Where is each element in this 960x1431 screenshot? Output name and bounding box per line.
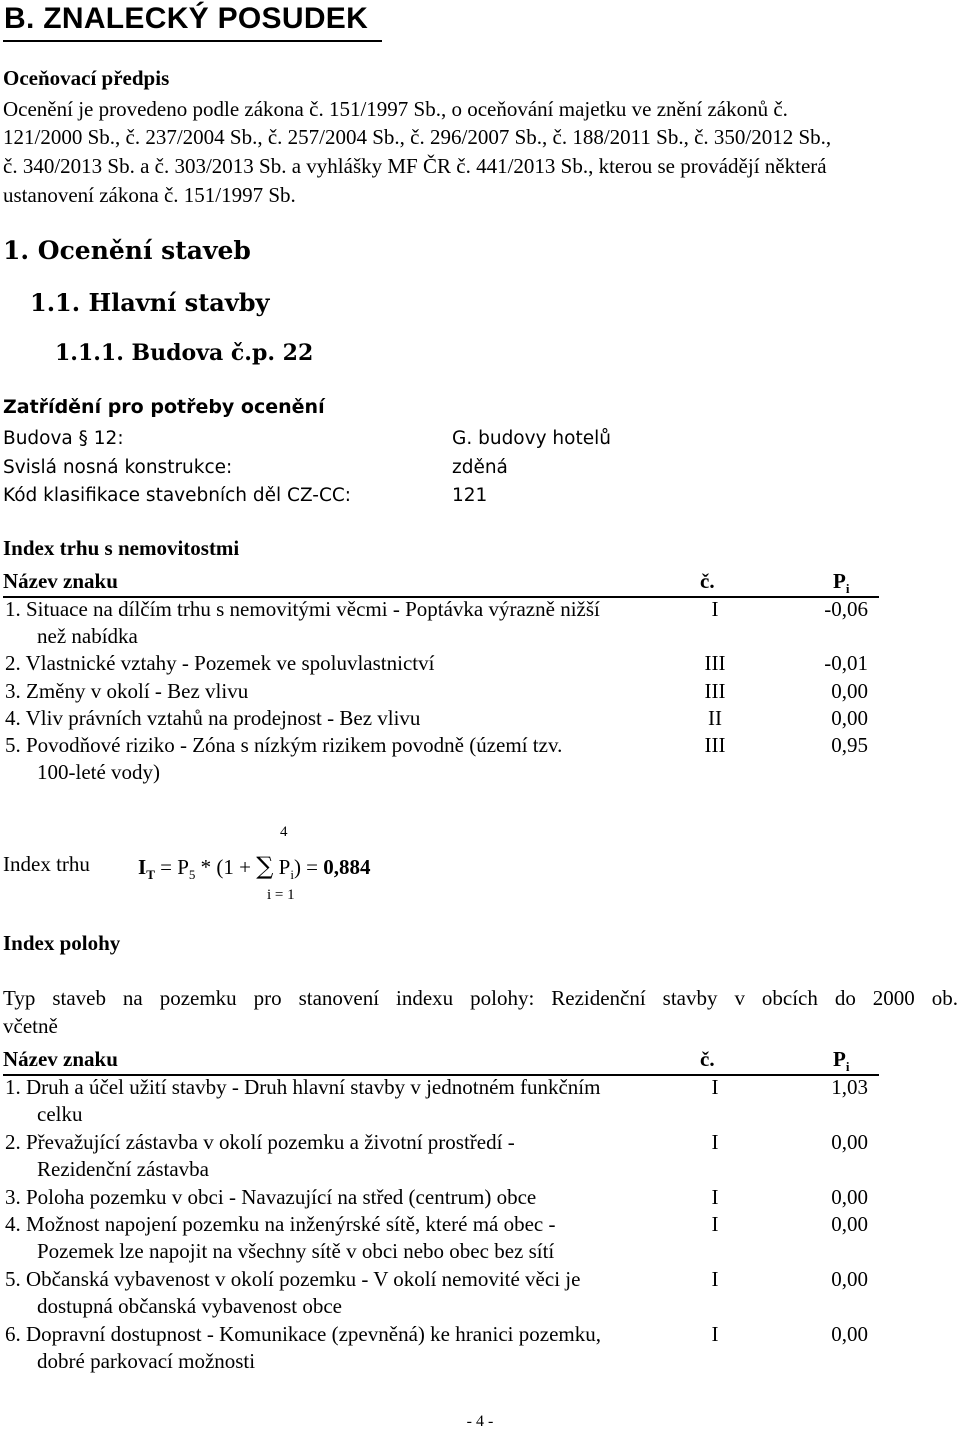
row-pi: 0,00 [831,706,868,730]
row-no: III [704,733,726,757]
row-pi: 0,00 [831,1185,868,1209]
table-row [0,1212,960,1263]
row-text-cont: dostupná občanská vybavenost obce [37,1294,343,1318]
location-index-heading: Index polohy [3,931,121,955]
classification-value-2: zděná [452,457,508,478]
row-pi: 0,95 [831,733,868,757]
market-col-pi: $P_i$ [833,569,850,597]
row-no: I [711,1185,719,1209]
heading-building-22: 1.1.1. Budova č.p. 22 [55,340,314,366]
row-pi: -0,06 [824,597,868,621]
table-row [0,1267,960,1318]
row-text-cont: dobré parkovací možnosti [37,1349,256,1373]
row-text: 4. Možnost napojení pozemku na inženýrské sítě, které má obec - [5,1212,556,1236]
formula-label: Index trhu [3,852,90,876]
row-text: 2. Vlastnické vztahy - Pozemek ve spoluvlastnictví [5,651,435,675]
title-underline [3,40,382,42]
table-row [0,1322,960,1373]
row-text-cont: celku [37,1102,83,1126]
location-col-pi: $P_i$ [833,1047,850,1075]
row-text: 5. Povodňové riziko - Zóna s nízkým rizikem povodně (území tzv. [5,733,563,757]
row-text: 4. Vliv právních vztahů na prodejnost - Bez vlivu [5,706,421,730]
page-number: - 4 - [466,1413,494,1430]
sigma-symbol: ∑ [256,852,274,880]
row-text-cont: než nabídka [37,624,138,648]
document-title: B. ZNALECKÝ POSUDEK [4,2,369,35]
row-no: III [704,679,726,703]
formula-sum-upper: 4 [280,824,288,840]
row-no: III [704,651,726,675]
location-type-line-2: včetně [3,1014,58,1038]
market-col-no: č. [700,569,715,593]
formula-sum-lower: i = 1 [267,887,295,903]
row-pi: 0,00 [831,1130,868,1154]
row-text: 3. Změny v okolí - Bez vlivu [5,679,249,703]
row-no: I [711,1212,719,1236]
row-pi: 0,00 [831,1212,868,1236]
table-row [0,733,960,784]
classification-label-3: Kód klasifikace stavebních děl CZ-CC: [3,485,352,506]
row-text-cont: 100-leté vody) [37,760,161,784]
market-index-heading: Index trhu s nemovitostmi [3,536,240,560]
row-no: I [711,1075,719,1099]
row-no: I [711,597,719,621]
table-row [0,706,960,733]
table-row [0,679,960,706]
row-text: 5. Občanská vybavenost v okolí pozemku - V okolí nemovité věci je [5,1267,581,1291]
row-no: II [708,706,722,730]
table-row [0,597,960,648]
table-row [0,1185,960,1212]
classification-value-1: G. budovy hotelů [452,428,611,449]
heading-building-valuation: 1. Ocenění staveb [3,236,251,265]
classification-label-2: Svislá nosná konstrukce: [3,457,233,478]
table-row [0,1130,960,1181]
location-col-no: č. [700,1047,715,1071]
row-pi: 0,00 [831,679,868,703]
market-col-name: Název znaku [3,569,118,593]
row-no: I [711,1130,719,1154]
row-pi: 0,00 [831,1267,868,1291]
row-no: I [711,1322,719,1346]
formula-expression: $I_T = P_5 * (1$ + ∑ $P_i) = 0,884$ [138,852,371,883]
location-col-name: Název znaku [3,1047,118,1071]
row-text: 3. Poloha pozemku v obci - Navazující na střed (centrum) obce [5,1185,537,1209]
row-pi: 0,00 [831,1322,868,1346]
row-text: 1. Druh a účel užití stavby - Druh hlavní stavby v jednotném funkčním [5,1075,601,1099]
classification-value-3: 121 [452,485,488,506]
row-pi: -0,01 [824,651,868,675]
classification-heading: Zatřídění pro potřeby ocenění [3,396,325,418]
row-text-cont: Rezidenční zástavba [37,1157,209,1181]
pricing-basis-heading: Oceňovací předpis [3,66,170,90]
row-text-cont: Pozemek lze napojit na všechny sítě v obci nebo obec bez sítí [37,1239,555,1263]
row-text: 6. Dopravní dostupnost - Komunikace (zpevněná) ke hranici pozemku, [5,1322,601,1346]
row-text: 1. Situace na dílčím trhu s nemovitými věcmi - Poptávka výrazně nižší [5,597,600,621]
row-pi: 1,03 [831,1075,868,1099]
location-type-line-1: Typ staveb na pozemku pro stanovení indexu polohy: Rezidenční stavby v obcích do 2000 ob. [3,986,958,1010]
classification-label-1: Budova § 12: [3,428,124,449]
table-row [0,1075,960,1126]
row-no: I [711,1267,719,1291]
table-row [0,651,960,678]
row-text: 2. Převažující zástavba v okolí pozemku a životní prostředí - [5,1130,515,1154]
pricing-basis-line-4: ustanovení zákona č. 151/1997 Sb. [3,183,296,207]
heading-main-buildings: 1.1. Hlavní stavby [30,288,270,317]
pricing-basis-line-2: 121/2000 Sb., č. 237/2004 Sb., č. 257/2004 Sb., č. 296/2007 Sb., č. 188/2011 Sb., č. 350/2012 Sb., [3,125,832,149]
pricing-basis-line-3: č. 340/2013 Sb. a č. 303/2013 Sb. a vyhlášky MF ČR č. 441/2013 Sb., kterou se provádějí některá [3,154,827,178]
pricing-basis-line-1: Ocenění je provedeno podle zákona č. 151/1997 Sb., o oceňování majetku ve znění zákonů č. [3,97,788,121]
